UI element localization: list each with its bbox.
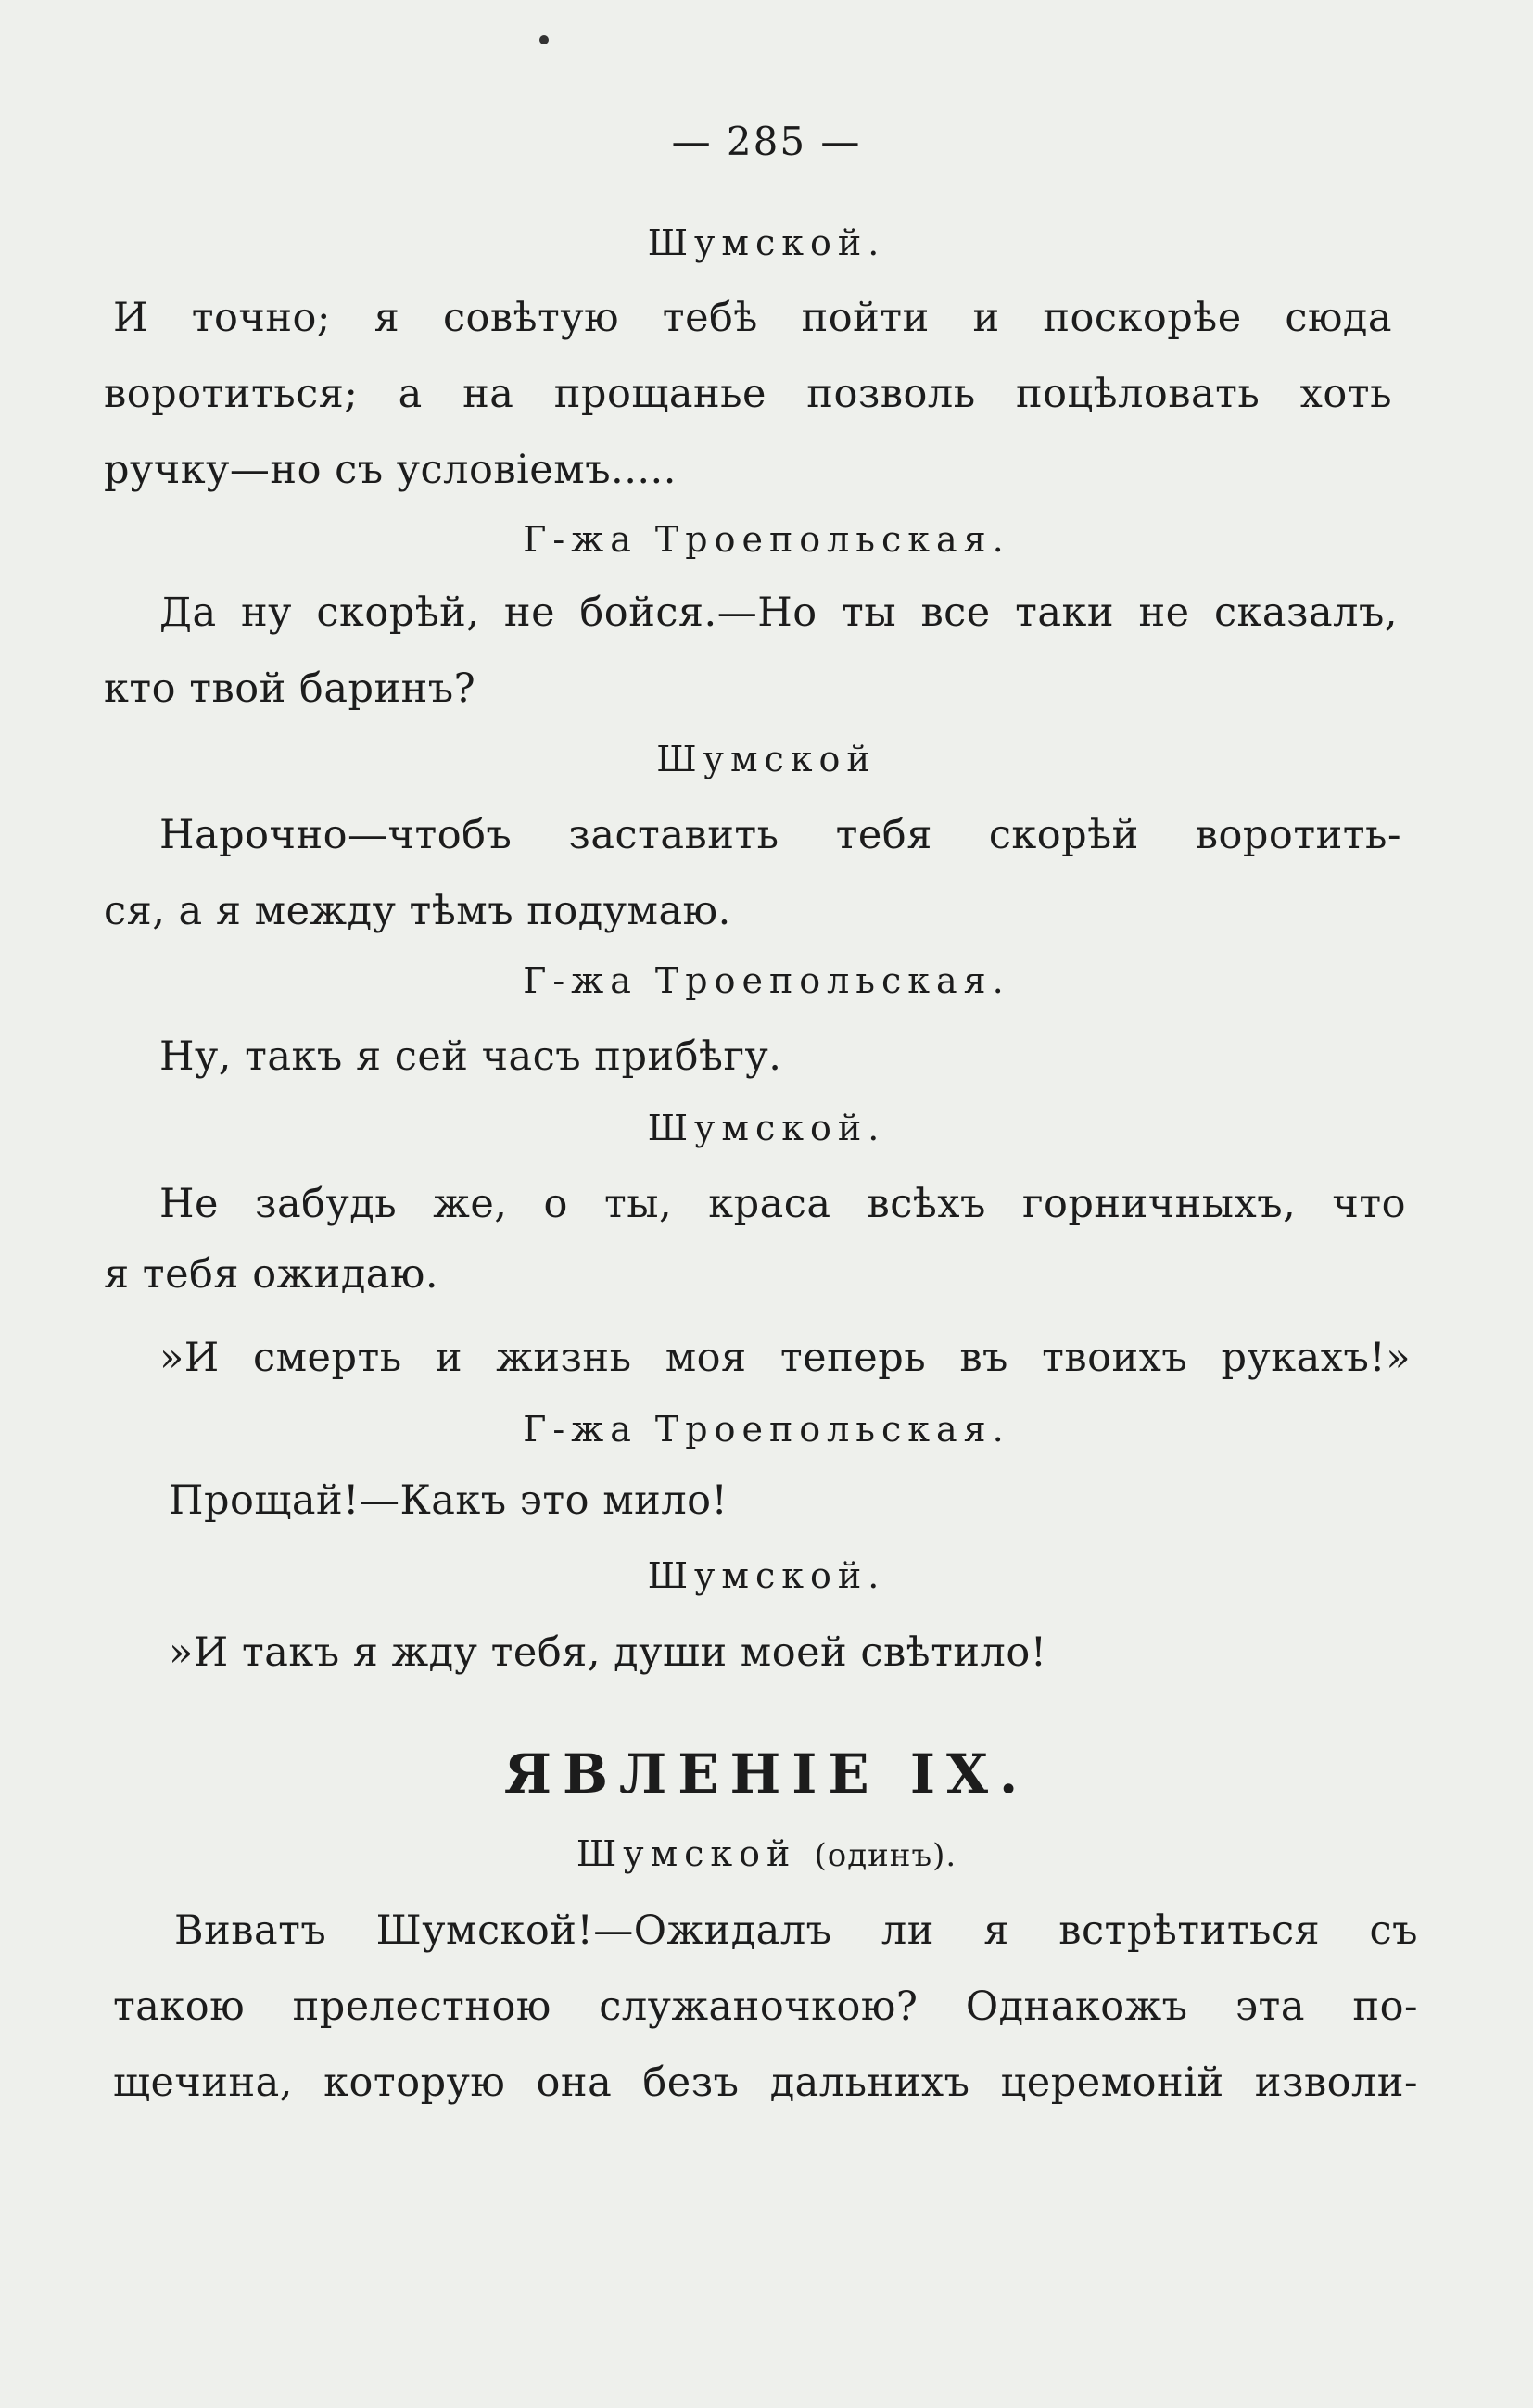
text-line: Нарочно—чтобъ заставить тебя скорѣй воротить- [159, 812, 1401, 858]
text-line: Прощай!—Какъ это мило! [169, 1477, 728, 1524]
speaker-name: Шумской. [647, 222, 886, 263]
text-line: я тебя ожидаю. [104, 1251, 439, 1298]
speaker-name [0, 1833, 1533, 1874]
text-line: Не забудь же, о ты, краса всѣхъ горничныхъ, что [159, 1181, 1406, 1227]
text-line: такою прелестною служаночкою? Однакожъ эта по- [113, 1983, 1418, 2030]
text-line: »И смерть и жизнь моя теперь въ твоихъ рукахъ!» [159, 1335, 1411, 1381]
text-line: И точно; я совѣтую тебѣ пойти и поскорѣе сюда [113, 295, 1392, 341]
text-line: воротиться; а на прощанье позволь поцѣловать хоть [104, 371, 1392, 417]
text-line: кто твой баринъ? [104, 665, 476, 712]
text-line: щечина, которую она безъ дальнихъ церемоній изволи- [113, 2059, 1418, 2106]
speaker-name: Шумской. [647, 1108, 886, 1148]
speaker-name: Г-жа Троепольская. [523, 519, 1010, 560]
text-line: »И такъ я жду тебя, души моей свѣтило! [169, 1629, 1047, 1676]
scene-heading: ЯВЛЕНІЕ IX. [503, 1743, 1030, 1806]
page-number: — 285 — [671, 119, 862, 164]
text-line: Ну, такъ я сей часъ прибѣгу. [159, 1033, 782, 1080]
speaker-name: Г-жа Троепольская. [523, 1409, 1010, 1450]
text-line: Да ну скорѣй, не бойся.—Но ты все таки не сказалъ, [159, 589, 1398, 636]
text-line: ручку—но съ условіемъ..... [104, 447, 677, 493]
text-line: ся, а я между тѣмъ подумаю. [104, 888, 731, 934]
stage-direction: (одинъ). [814, 1837, 957, 1874]
text-line: Виватъ Шумской!—Ожидалъ ли я встрѣтиться съ [174, 1907, 1418, 1954]
speaker-name: Шумской [656, 739, 877, 779]
speaker-name: Шумской. [647, 1555, 886, 1596]
ink-speck [539, 35, 549, 44]
speaker-label: Шумской [576, 1833, 797, 1874]
speaker-name: Г-жа Троепольская. [523, 960, 1010, 1001]
